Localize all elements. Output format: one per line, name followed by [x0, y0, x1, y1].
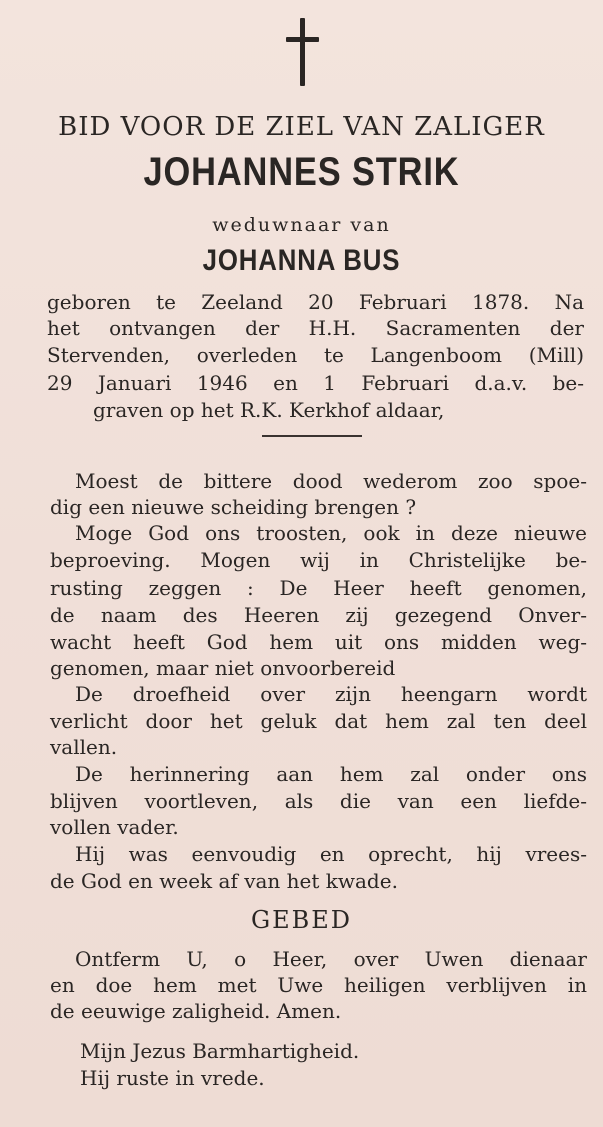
bio-line: 29 Januari 1946 en 1 Februari d.a.v. be- — [47, 371, 584, 395]
text-line: de naam des Heeren zij gezegend Onver- — [50, 603, 587, 627]
divider — [262, 435, 362, 437]
spouse-name: JOHANNA BUS — [202, 244, 401, 277]
closing-line: Mijn Jezus Barmhartigheid. — [80, 1039, 360, 1063]
text-line: verlicht door het geluk dat hem zal ten deel — [50, 709, 587, 733]
cross-icon — [283, 18, 323, 88]
prayer-title: GEBED — [250, 906, 353, 934]
text-line: rusting zeggen : De Heer heeft genomen, — [50, 576, 587, 600]
text-line: blijven voortleven, als die van een liefde- — [50, 789, 587, 813]
deceased-name: JOHANNES STRIK — [143, 150, 460, 194]
text-line: Moest de bittere dood wederom zoo spoe- — [75, 469, 587, 493]
text-line: De herinnering aan hem zal onder ons — [75, 762, 587, 786]
closing-line: Hij ruste in vrede. — [80, 1066, 265, 1090]
relation-label: weduwnaar van — [212, 214, 391, 236]
text-line: Moge God ons troosten, ook in deze nieuwe — [75, 521, 587, 545]
bio-line: graven op het R.K. Kerkhof aldaar, — [93, 398, 445, 422]
text-line: wacht heeft God hem uit ons midden weg- — [50, 630, 587, 654]
bio-line: Stervenden, overleden te Langenboom (Mill) — [47, 343, 584, 367]
text-line: Hij was eenvoudig en oprecht, hij vrees- — [75, 842, 587, 866]
text-line: vallen. — [50, 735, 118, 759]
text-line: De droefheid over zijn heengarn wordt — [75, 682, 587, 706]
bio-line: geboren te Zeeland 20 Februari 1878. Na — [47, 290, 584, 314]
prayer-line: de eeuwige zaligheid. Amen. — [50, 999, 342, 1023]
prayer-heading: BID VOOR DE ZIEL VAN ZALIGER — [58, 112, 545, 142]
text-line: vollen vader. — [50, 815, 179, 839]
text-line: dig een nieuwe scheiding brengen ? — [50, 495, 417, 519]
text-line: de God en week af van het kwade. — [50, 869, 398, 893]
text-line: genomen, maar niet onvoorbereid — [50, 656, 396, 680]
prayer-line: en doe hem met Uwe heiligen verblijven in — [50, 973, 587, 997]
prayer-line: Ontferm U, o Heer, over Uwen dienaar — [75, 947, 587, 971]
text-line: beproeving. Mogen wij in Christelijke be- — [50, 548, 587, 572]
bio-line: het ontvangen der H.H. Sacramenten der — [47, 316, 584, 340]
